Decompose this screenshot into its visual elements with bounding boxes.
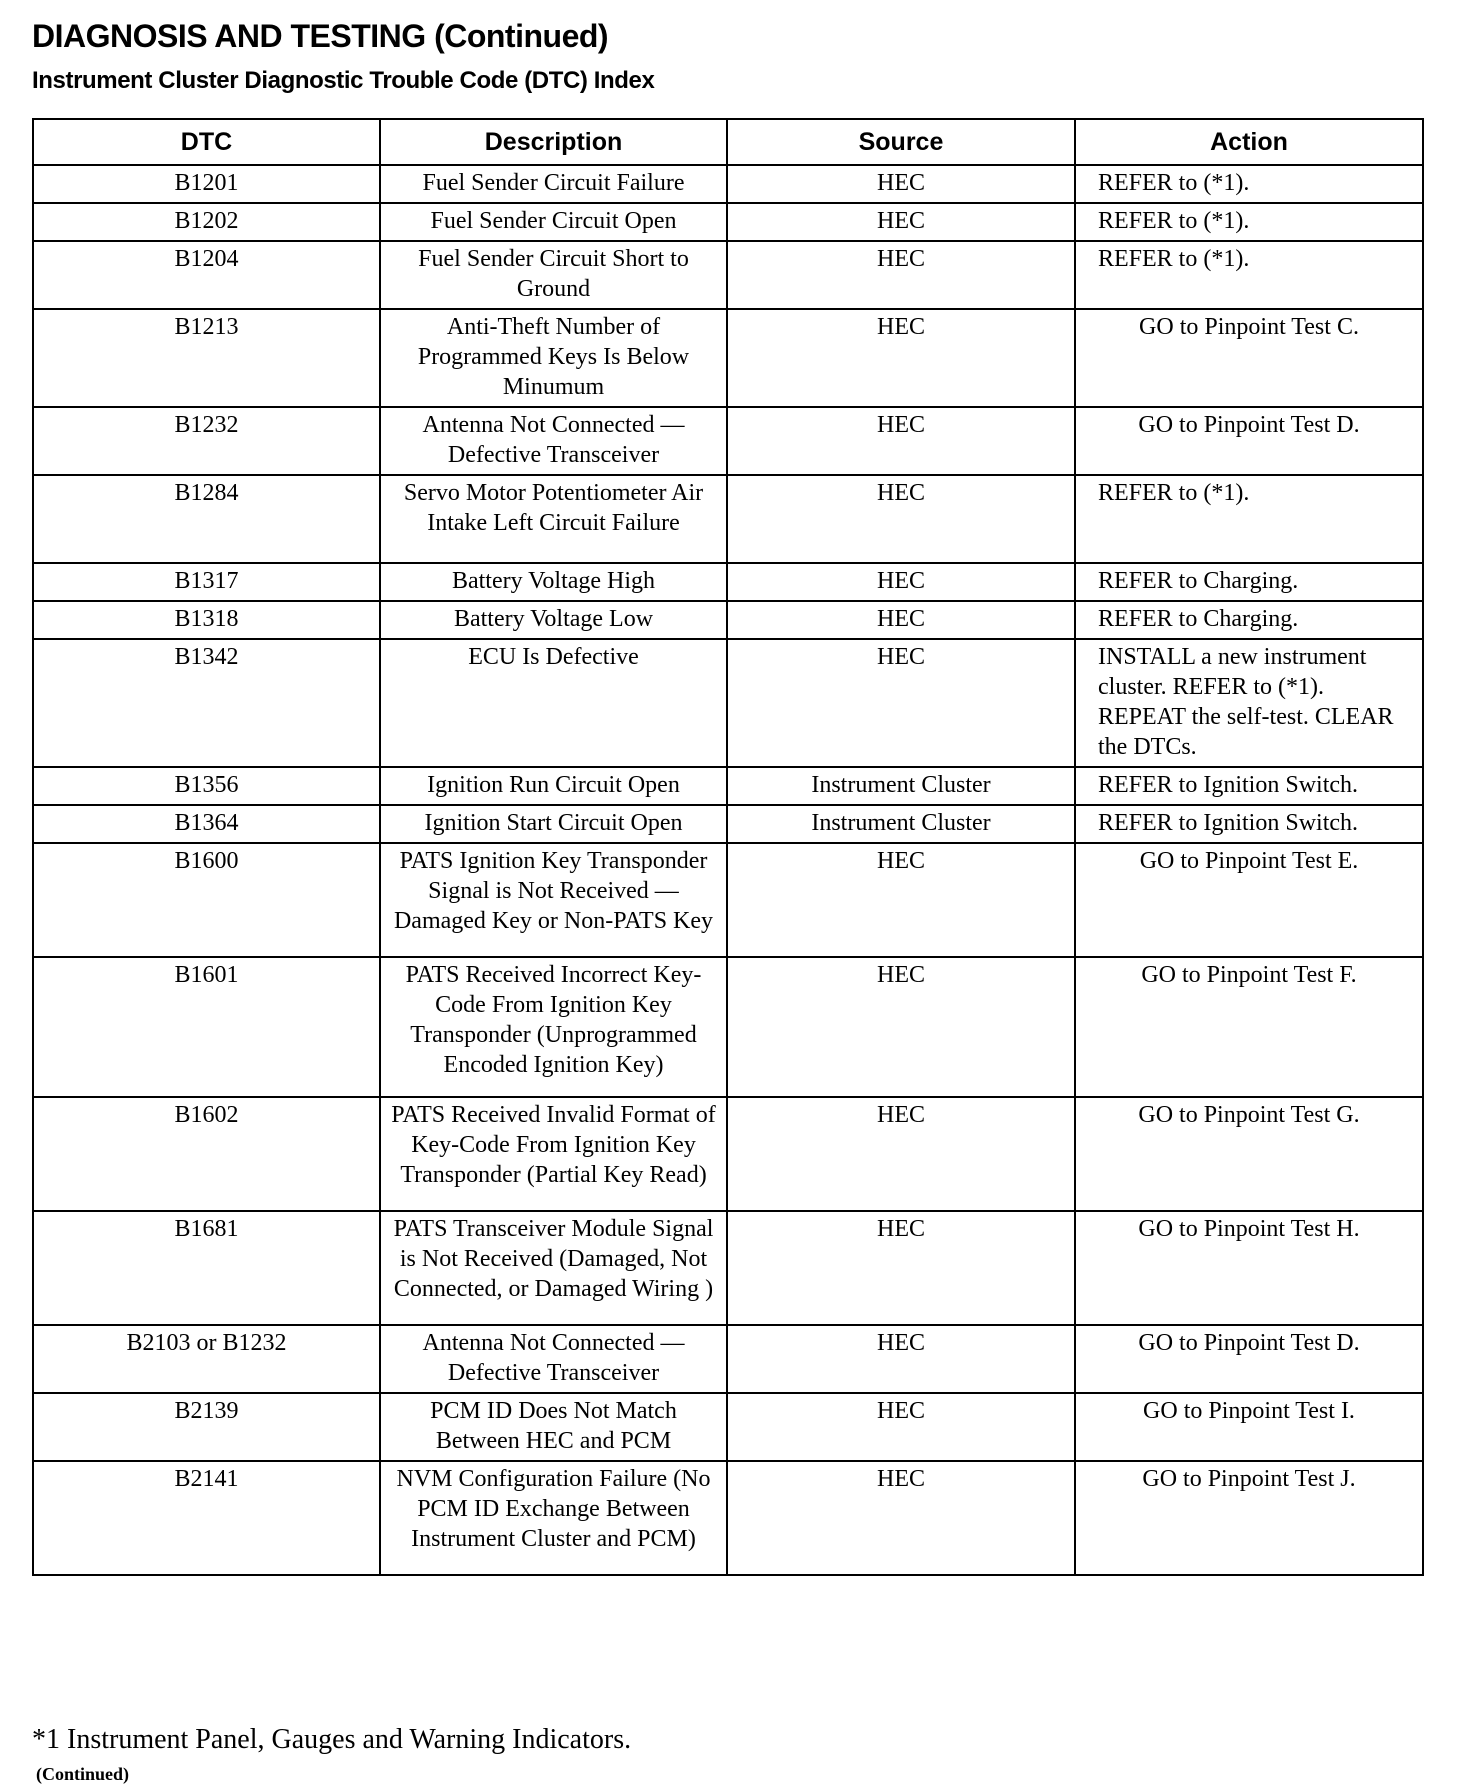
dtc-description: Servo Motor Potentiometer Air Intake Left Circuit Failure (380, 475, 727, 563)
dtc-description: ECU Is Defective (380, 639, 727, 767)
dtc-code: B1204 (33, 241, 380, 309)
dtc-source: HEC (727, 563, 1075, 601)
table-row (33, 639, 1423, 767)
table-row (33, 309, 1423, 407)
footnote: *1 Instrument Panel, Gauges and Warning Indicators. (32, 1724, 632, 1755)
dtc-code: B1213 (33, 309, 380, 407)
table-row (33, 1097, 1423, 1211)
table-row (33, 1393, 1423, 1461)
table-row (33, 805, 1423, 843)
dtc-action: REFER to Ignition Switch. (1075, 805, 1423, 843)
dtc-action: REFER to (*1). (1075, 475, 1423, 563)
dtc-source: HEC (727, 1461, 1075, 1575)
dtc-source: HEC (727, 309, 1075, 407)
dtc-code: B1201 (33, 165, 380, 203)
dtc-description: PATS Received Invalid Format of Key-Code From Ignition Key Transponder (Partial Key Read) (380, 1097, 727, 1211)
table-row (33, 1211, 1423, 1325)
dtc-source: HEC (727, 1325, 1075, 1393)
dtc-description: Ignition Run Circuit Open (380, 767, 727, 805)
dtc-index-table (32, 118, 1424, 1576)
dtc-code: B1602 (33, 1097, 380, 1211)
dtc-description: Antenna Not Connected — Defective Transceiver (380, 407, 727, 475)
dtc-action: REFER to (*1). (1075, 165, 1423, 203)
dtc-action: GO to Pinpoint Test F. (1075, 957, 1423, 1097)
dtc-source: HEC (727, 843, 1075, 957)
dtc-action: GO to Pinpoint Test D. (1075, 1325, 1423, 1393)
table-row (33, 1325, 1423, 1393)
dtc-action: REFER to Charging. (1075, 601, 1423, 639)
dtc-source: HEC (727, 601, 1075, 639)
dtc-code: B1342 (33, 639, 380, 767)
dtc-code: B1284 (33, 475, 380, 563)
table-row (33, 203, 1423, 241)
dtc-source: HEC (727, 203, 1075, 241)
dtc-code: B1600 (33, 843, 380, 957)
column-header-dtc: DTC (33, 119, 380, 165)
dtc-description: PATS Received Incorrect Key-Code From Ignition Key Transponder (Unprogrammed Encoded Ignition Key) (380, 957, 727, 1097)
table-row (33, 767, 1423, 805)
dtc-code: B1318 (33, 601, 380, 639)
dtc-code: B1202 (33, 203, 380, 241)
dtc-action: REFER to (*1). (1075, 241, 1423, 309)
dtc-action: REFER to (*1). (1075, 203, 1423, 241)
dtc-code: B2103 or B1232 (33, 1325, 380, 1393)
dtc-action: REFER to Charging. (1075, 563, 1423, 601)
table-row (33, 165, 1423, 203)
dtc-description: PATS Ignition Key Transponder Signal is Not Received — Damaged Key or Non-PATS Key (380, 843, 727, 957)
dtc-action: GO to Pinpoint Test G. (1075, 1097, 1423, 1211)
dtc-source: HEC (727, 1393, 1075, 1461)
dtc-action: GO to Pinpoint Test D. (1075, 407, 1423, 475)
dtc-source: HEC (727, 639, 1075, 767)
dtc-source: HEC (727, 1211, 1075, 1325)
section-title: DIAGNOSIS AND TESTING (Continued) (32, 18, 609, 54)
dtc-description: Ignition Start Circuit Open (380, 805, 727, 843)
dtc-description: Battery Voltage High (380, 563, 727, 601)
dtc-source: HEC (727, 957, 1075, 1097)
dtc-code: B1232 (33, 407, 380, 475)
column-header-source: Source (727, 119, 1075, 165)
dtc-code: B2139 (33, 1393, 380, 1461)
dtc-action: REFER to Ignition Switch. (1075, 767, 1423, 805)
table-header-row (33, 119, 1423, 165)
table-row (33, 601, 1423, 639)
dtc-description: Anti-Theft Number of Programmed Keys Is Below Minumum (380, 309, 727, 407)
dtc-source: Instrument Cluster (727, 767, 1075, 805)
dtc-description: Fuel Sender Circuit Short to Ground (380, 241, 727, 309)
dtc-description: Fuel Sender Circuit Open (380, 203, 727, 241)
dtc-source: HEC (727, 165, 1075, 203)
dtc-action: GO to Pinpoint Test C. (1075, 309, 1423, 407)
column-header-description: Description (380, 119, 727, 165)
dtc-action: INSTALL a new instrument cluster. REFER to (*1). REPEAT the self-test. CLEAR the DTCs. (1075, 639, 1423, 767)
table-row (33, 1461, 1423, 1575)
table-row (33, 241, 1423, 309)
dtc-code: B2141 (33, 1461, 380, 1575)
dtc-description: Antenna Not Connected — Defective Transceiver (380, 1325, 727, 1393)
table-row (33, 563, 1423, 601)
dtc-action: GO to Pinpoint Test H. (1075, 1211, 1423, 1325)
table-row (33, 957, 1423, 1097)
dtc-code: B1681 (33, 1211, 380, 1325)
dtc-source: HEC (727, 475, 1075, 563)
dtc-source: HEC (727, 241, 1075, 309)
column-header-action: Action (1075, 119, 1423, 165)
table-row (33, 407, 1423, 475)
dtc-action: GO to Pinpoint Test E. (1075, 843, 1423, 957)
table-row (33, 475, 1423, 563)
dtc-source: HEC (727, 407, 1075, 475)
dtc-description: NVM Configuration Failure (No PCM ID Exchange Between Instrument Cluster and PCM) (380, 1461, 727, 1575)
dtc-description: Fuel Sender Circuit Failure (380, 165, 727, 203)
dtc-action: GO to Pinpoint Test I. (1075, 1393, 1423, 1461)
dtc-action: GO to Pinpoint Test J. (1075, 1461, 1423, 1575)
dtc-code: B1364 (33, 805, 380, 843)
table-title: Instrument Cluster Diagnostic Trouble Code (DTC) Index (32, 67, 655, 94)
dtc-code: B1601 (33, 957, 380, 1097)
dtc-source: Instrument Cluster (727, 805, 1075, 843)
dtc-source: HEC (727, 1097, 1075, 1211)
dtc-description: PCM ID Does Not Match Between HEC and PCM (380, 1393, 727, 1461)
continued-label: (Continued) (36, 1764, 130, 1784)
dtc-code: B1317 (33, 563, 380, 601)
dtc-description: PATS Transceiver Module Signal is Not Received (Damaged, Not Connected, or Damaged Wiring ) (380, 1211, 727, 1325)
document-page (32, 14, 1432, 1784)
dtc-code: B1356 (33, 767, 380, 805)
dtc-description: Battery Voltage Low (380, 601, 727, 639)
table-row (33, 843, 1423, 957)
